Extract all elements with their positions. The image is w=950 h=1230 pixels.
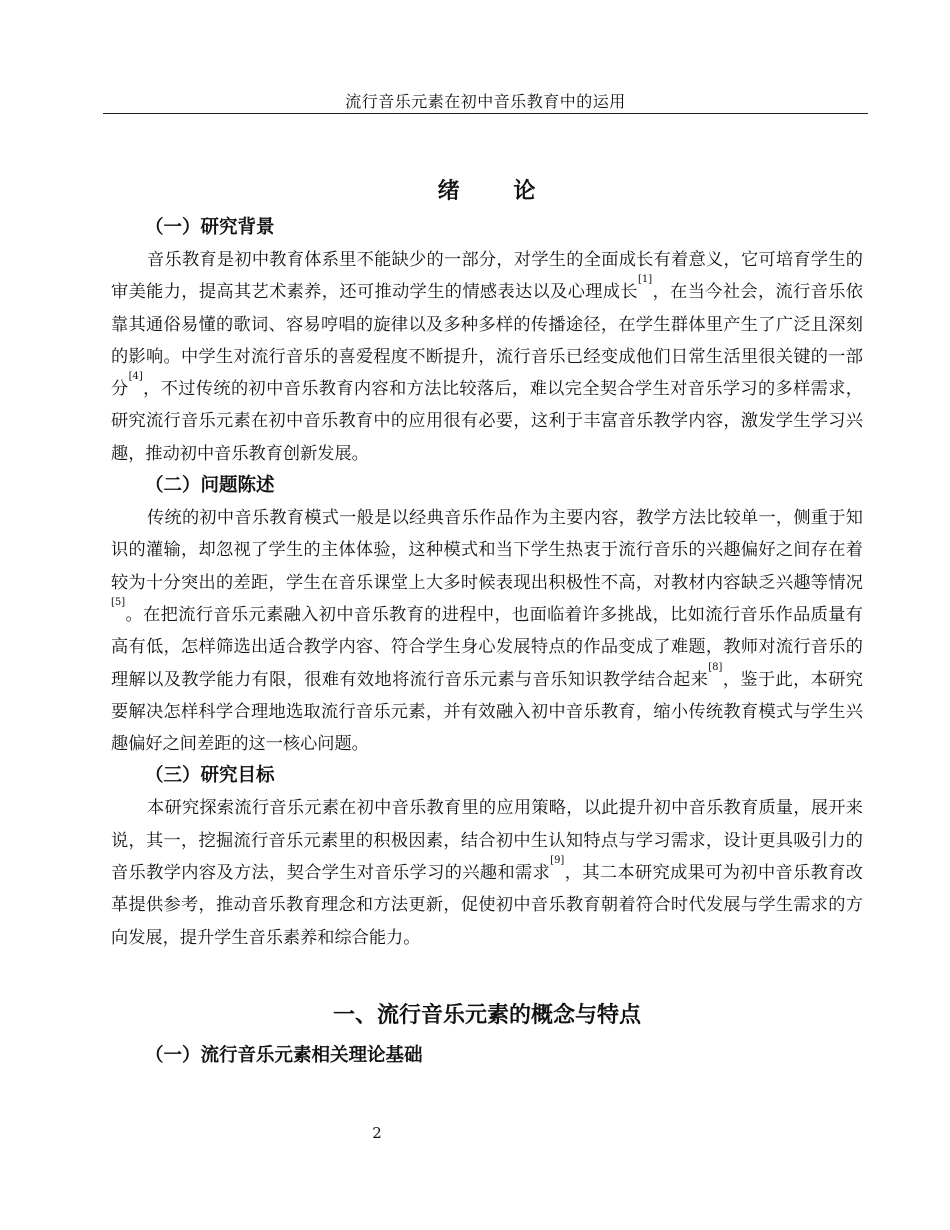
citation: [5] xyxy=(111,596,126,608)
text-run: 。在把流行音乐元素融入初中音乐教育的进程中，也面临着许多挑战，比如流行音乐作品质量有高有低，怎样筛选出适合教学内容、符合学生身心发展特点的作品变成了难题，教师对流行音乐的理解以及教学能力有限，很难有效地将流行音乐元素与音乐知识教学结合起来 xyxy=(111,604,863,690)
text-run: ，其二本研究成果可为初中音乐教育改革提供参考，推动音乐教育理念和方法更新，促使初中音乐教育朝着符合时代发展与学生需求的方向发展，提升学生音乐素养和综合能力。 xyxy=(111,863,863,948)
text-run: ，在当今社会，流行音乐依靠其通俗易懂的歌词、容易哼唱的旋律以及多种多样的传播途径，在学生群体里产生了广泛且深刻的影响。中学生对流行音乐的喜爱程度不断提升，流行音乐已经变成他们日常生活里很关键的一部分 xyxy=(111,282,863,400)
text-run: 传统的初中音乐教育模式一般是以经典音乐作品作为主要内容，教学方法比较单一，侧重于知识的灌输，却忽视了学生的主体体验，这种模式和当下学生热衷于流行音乐的兴趣偏好之间存在着较为十分突出的差距，学生在音乐课堂上大多时候表现出积极性不高，对教材内容缺乏兴趣等情况 xyxy=(111,508,863,593)
text-run: ，不过传统的初中音乐教育内容和方法比较落后，难以完全契合学生对音乐学习的多样需求，研究流行音乐元素在初中音乐教育中的应用很有必要，这利于丰富音乐教学内容，激发学生学习兴趣，推动初中音乐教育创新发展。 xyxy=(111,379,863,464)
text-run: 本研究探索流行音乐元素在初中音乐教育里的应用策略，以此提升初中音乐教育质量，展开来说，其一，挖掘流行音乐元素里的积极因素，结合初中生认知特点与学习需求，设计更具吸引力的音乐教学内容及方法，契合学生对音乐学习的兴趣和需求 xyxy=(111,798,863,884)
page-number: 2 xyxy=(372,1124,382,1142)
section-title: 绪 论 xyxy=(437,179,537,204)
paragraph-research-goals xyxy=(111,792,863,953)
heading-problem-statement: （二）问题陈述 xyxy=(145,475,275,497)
citation: [8] xyxy=(708,661,723,673)
paragraph-problem-statement xyxy=(111,502,863,760)
citation: [1] xyxy=(638,274,653,286)
heading-theoretical-basis: （一）流行音乐元素相关理论基础 xyxy=(145,1044,423,1066)
chapter-heading: 一、流行音乐元素的概念与特点 xyxy=(332,1002,641,1028)
header-rule xyxy=(103,113,868,114)
paragraph-research-background xyxy=(111,244,863,470)
citation: [4] xyxy=(128,371,143,383)
citation: [9] xyxy=(550,855,565,867)
heading-research-background: （一）研究背景 xyxy=(145,217,275,238)
heading-research-goals: （三）研究目标 xyxy=(145,765,275,787)
running-header: 流行音乐元素在初中音乐教育中的运用 xyxy=(345,92,626,111)
text-run: 音乐教育是初中教育体系里不能缺少的一部分，对学生的全面成长有着意义，它可培育学生的审美能力，提高其艺术素养，还可推动学生的情感表达以及心理成长 xyxy=(111,250,863,303)
body-content xyxy=(111,172,863,1072)
text-run: ，鉴于此，本研究要解决怎样科学合理地选取流行音乐元素，并有效融入初中音乐教育，缩小传统教育模式与学生兴趣偏好之间差距的这一核心问题。 xyxy=(111,669,863,755)
